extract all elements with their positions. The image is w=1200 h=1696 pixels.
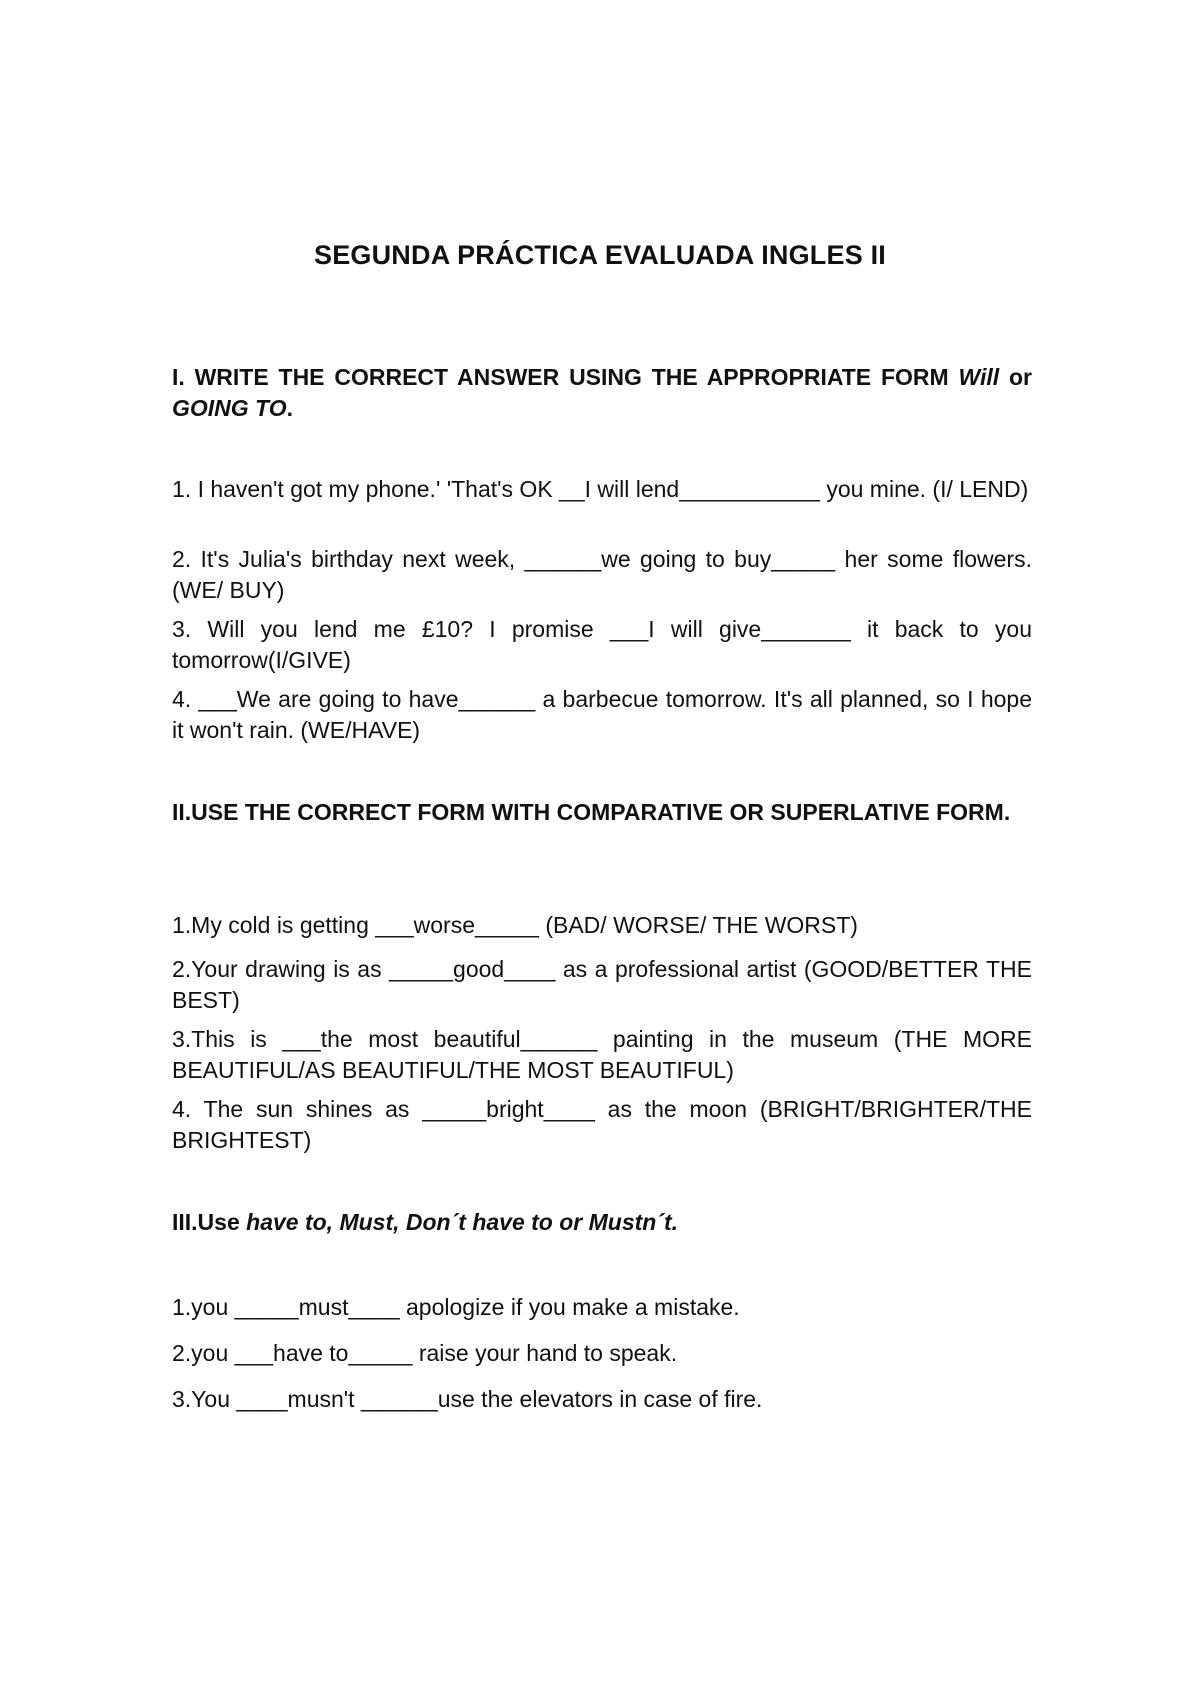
section-1-heading-will: Will — [958, 364, 1000, 390]
section-1-heading-text: I. WRITE THE CORRECT ANSWER USING THE APPROPRIATE FORM — [172, 364, 959, 390]
section-1-item-2: 2. It's Julia's birthday next week, ______we going to buy_____ her some flowers. (WE/ BUY) — [172, 546, 1032, 603]
section-3-heading — [172, 1207, 1032, 1238]
section-1-heading — [172, 362, 1032, 424]
section-1-heading-going-to: GOING TO — [172, 395, 287, 421]
section-2-item-3: 3.This is ___the most beautiful______ painting in the museum (THE MORE BEAUTIFUL/AS BEAUTIFUL/THE MOST BEAUTIFUL) — [172, 1026, 1032, 1083]
section-1-item-4: 4. ___We are going to have______ a barbecue tomorrow. It's all planned, so I hope it won't rain. (WE/HAVE) — [172, 686, 1032, 743]
section-3-item-3: 3.You ____musn't ______use the elevators in case of fire. — [172, 1386, 763, 1412]
section-3-item-1: 1.you _____must____ apologize if you make a mistake. — [172, 1294, 740, 1320]
section-3-heading-options: have to, Must, Don´t have to or Mustn´t. — [246, 1209, 679, 1235]
section-1-heading-period: . — [286, 395, 293, 421]
section-1-heading-or: or — [999, 364, 1032, 390]
page-title: SEGUNDA PRÁCTICA EVALUADA INGLES II — [313, 240, 887, 270]
section-2-item-1: 1.My cold is getting ___worse_____ (BAD/ WORSE/ THE WORST) — [172, 912, 858, 938]
section-3-heading-text: III.Use — [172, 1209, 247, 1235]
section-2-heading: II.USE THE CORRECT FORM WITH COMPARATIVE OR SUPERLATIVE FORM. — [172, 799, 1011, 825]
section-2-item-4: 4. The sun shines as _____bright____ as the moon (BRIGHT/BRIGHTER/THE BRIGHTEST) — [172, 1096, 1032, 1153]
section-1-item-3: 3. Will you lend me £10? I promise ___I will give_______ it back to you tomorrow(I/GIVE) — [172, 616, 1032, 673]
section-3-item-2: 2.you ___have to_____ raise your hand to speak. — [172, 1340, 678, 1366]
section-1-item-1: 1. I haven't got my phone.' 'That's OK __I will lend___________ you mine. (I/ LEND) — [172, 476, 1029, 502]
section-2-item-2: 2.Your drawing is as _____good____ as a professional artist (GOOD/BETTER THE BEST) — [172, 956, 1032, 1013]
